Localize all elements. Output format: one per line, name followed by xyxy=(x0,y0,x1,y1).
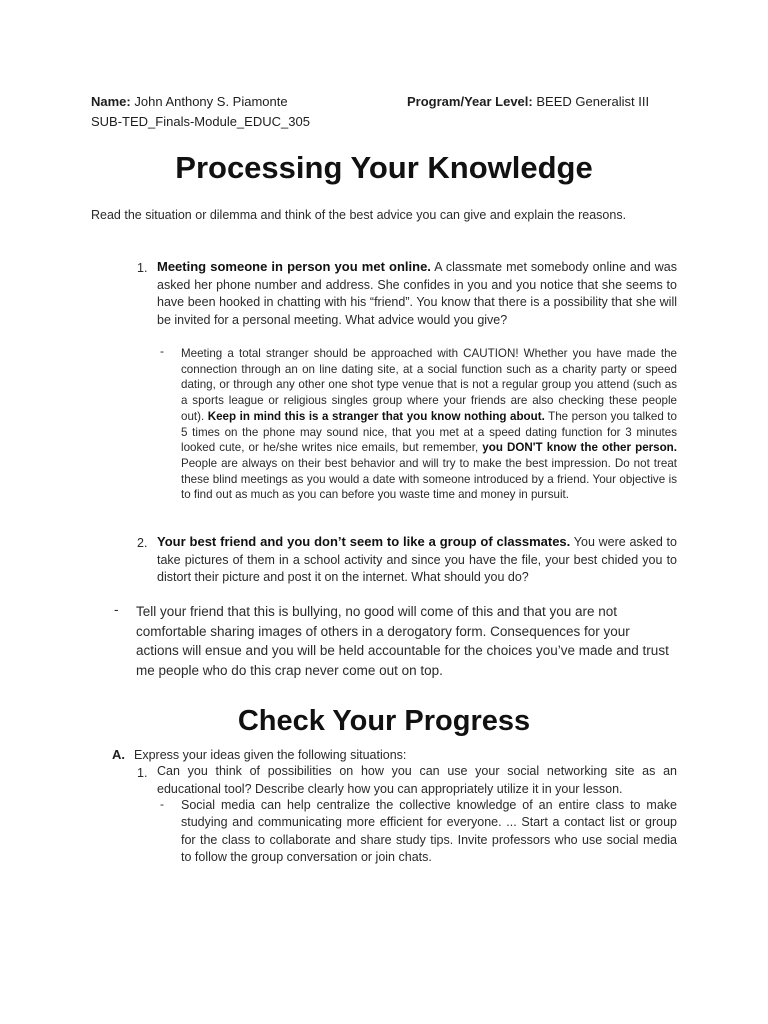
item-1-answer-dash: - xyxy=(160,344,164,358)
section-title-progress: Check Your Progress xyxy=(237,705,531,737)
item-1-answer-part3: People are always on their best behavior and will try to make the best impression. Do not treat these blind meetings as you would a date with someone introduced by a friend. Your objective is to find out as much as you can before you waste time and money in pursuit. xyxy=(181,456,677,502)
item-1-number: 1. xyxy=(137,261,148,275)
item-2-answer: Tell your friend that this is bullying, no good will come of this and that you are not comfortable sharing images of others in a derogatory form. Consequences for your actions will ensue and you will be held accountable for the choices you’ve made and trust me people who do this crap never come out on top. xyxy=(136,604,669,678)
item-1-answer-part1: Meeting a total stranger should be approached with CAUTION! Whether you have made the connection through an on line dating site, at a social function such as a charity party or speed dating, or through any other one shot type venue that is not a regular group you attend (such as a sports league or religious singles group where your friends are also checking these people out). xyxy=(181,347,677,423)
item-1-lead: Meeting someone in person you met online. xyxy=(157,259,431,274)
name-value: John Anthony S. Piamonte xyxy=(134,94,288,109)
program-label: Program/Year Level: xyxy=(407,94,533,109)
progress-item-1-question: Can you think of possibilities on how you can use your social networking site as an educational tool? Describe clearly how you can appropriately utilize it in your lesson. xyxy=(157,764,677,796)
section-title-processing: Processing Your Knowledge xyxy=(175,150,593,185)
item-2-number: 2. xyxy=(137,536,148,550)
item-1-answer-bold1: Keep in mind this is a stranger that you know nothing about. xyxy=(207,409,545,423)
header-student-info xyxy=(91,92,310,132)
part-a-instruction: Express your ideas given the following situations: xyxy=(134,748,407,762)
item-1-answer-part2: The person you talked to 5 times on the phone may sound nice, that you met at a speed dating function for 3 minutes looked cute, or he/she writes nice emails, but remember, xyxy=(181,409,677,455)
item-2-question-text: You were asked to take pictures of them in a school activity and since you have the file, your best chided you to distort their picture and post it on the internet. What should you do? xyxy=(157,535,677,584)
item-2-lead: Your best friend and you don’t seem to like a group of classmates. xyxy=(157,534,571,549)
item-1-answer xyxy=(181,346,677,503)
item-1-question-text: A classmate met somebody online and was asked her phone number and address. She confides in you and you notice that she seems to have been hooked in chatting with his “friend”. You know that there is a possibility that she will be invited for a personal meeting. What advice would you give? xyxy=(157,260,677,327)
item-2-answer-dash: - xyxy=(114,602,119,617)
progress-item-1-answer: Social media can help centralize the collective knowledge of an entire class to make studying and communicating more efficient for everyone. ... Start a contact list or group for the class to collaborate and share study tips. Invite professors who use social media to follow the group conversation or join chats. xyxy=(181,798,677,865)
item-1-question xyxy=(157,258,677,329)
item-1-answer-bold2: you DON'T know the other person. xyxy=(482,441,677,455)
progress-item-1-number: 1. xyxy=(137,766,148,780)
module-code: SUB-TED_Finals-Module_EDUC_305 xyxy=(91,114,310,129)
item-2-question xyxy=(157,533,677,587)
header-program-info xyxy=(407,92,649,112)
part-a-label: A. xyxy=(112,747,125,762)
progress-item-1-answer-dash: - xyxy=(160,797,164,811)
section-intro: Read the situation or dilemma and think of the best advice you can give and explain the reasons. xyxy=(91,208,627,222)
name-label: Name: xyxy=(91,94,131,109)
program-value: BEED Generalist III xyxy=(536,94,650,109)
